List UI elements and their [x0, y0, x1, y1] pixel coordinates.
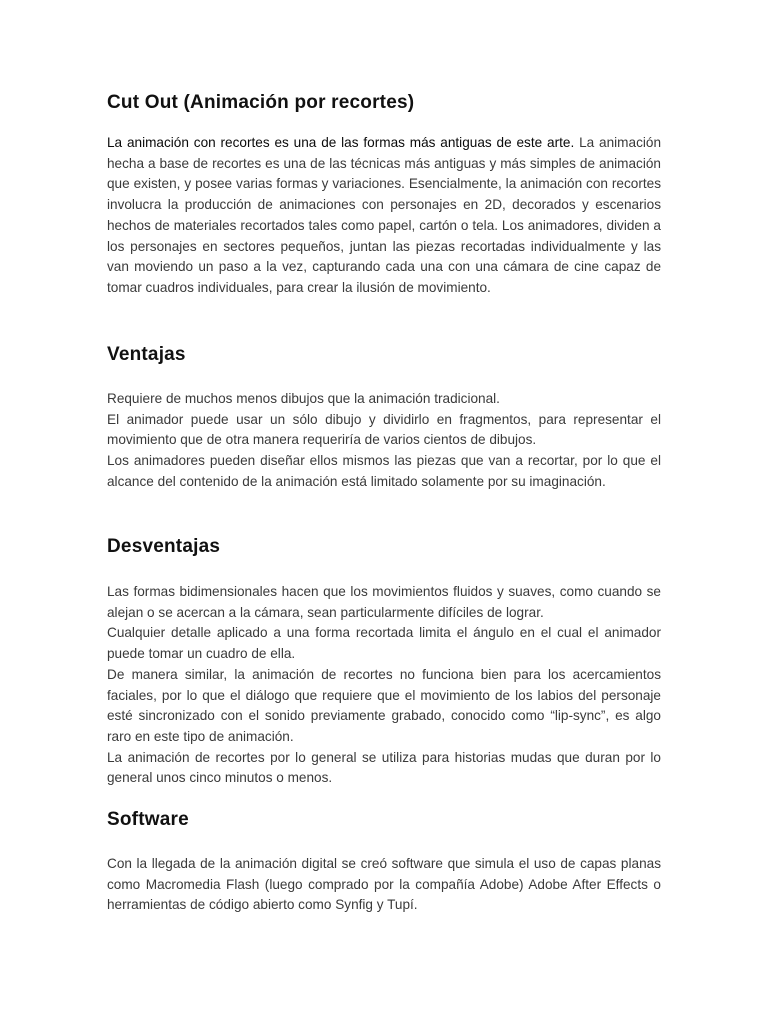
lead-sentence: La animación con recortes es una de las formas más antiguas de este arte. [107, 135, 575, 150]
section-software [107, 809, 661, 916]
desventajas-item: Cualquier detalle aplicado a una forma recortada limita el ángulo en el cual el animador puede tomar un cuadro de ella. [107, 625, 661, 662]
section-cutout [107, 92, 661, 299]
desventajas-item: De manera similar, la animación de recortes no funciona bien para los acercamientos faciales, por lo que el diálogo que requiere que el movimiento de los labios del personaje esté sincronizado con el sonido previamente grabado, conocido como “lip-sync”, es algo raro en este tipo de animación. [107, 666, 661, 744]
desventajas-item: Las formas bidimensionales hacen que los movimientos fluidos y suaves, como cuando se alejan o se acercan a la cámara, sean particularmente difíciles de lograr. [107, 584, 661, 620]
ventajas-item: El animador puede usar un sólo dibujo y dividirlo en fragmentos, para representar el movimiento que de otra manera requeriría de varios cientos de dibujos. [107, 411, 661, 448]
section-desventajas [107, 536, 661, 789]
ventajas-item: Los animadores pueden diseñar ellos mismos las piezas que van a recortar, por lo que el alcance del contenido de la animación está limitado solamente por su imaginación. [107, 453, 661, 489]
section-title-software: Software [107, 809, 189, 830]
paragraph-cutout [107, 133, 661, 299]
body-text: La animación hecha a base de recortes es una de las técnicas más antiguas y más simples de animación que existen, y posee varias formas y variaciones. Esencialmente, la animación con recortes involucra la producción de animaciones con personajes en 2D, decorados y escenarios hechos de materiales recortados tales como papel, cartón o tela. Los animadores, dividen a los personajes en sectores pequeños, juntan las piezas recortadas individualmente y las van moviendo un paso a la vez, capturando cada una con una cámara de cine capaz de tomar cuadros individuales, para crear la ilusión de movimiento. [107, 135, 662, 295]
ventajas-item: Requiere de muchos menos dibujos que la animación tradicional. [107, 391, 500, 406]
section-title-cutout: Cut Out (Animación por recortes) [107, 92, 415, 113]
section-title-desventajas: Desventajas [107, 536, 221, 557]
section-title-ventajas: Ventajas [107, 344, 186, 365]
section-ventajas [107, 344, 661, 493]
desventajas-item: La animación de recortes por lo general se utiliza para historias mudas que duran por lo general unos cinco minutos o menos. [107, 749, 661, 786]
paragraph-software: Con la llegada de la animación digital se creó software que simula el uso de capas planas como Macromedia Flash (luego comprado por la compañía Adobe) Adobe After Effects o herramientas de código abierto como Synfig y Tupí. [107, 856, 661, 913]
